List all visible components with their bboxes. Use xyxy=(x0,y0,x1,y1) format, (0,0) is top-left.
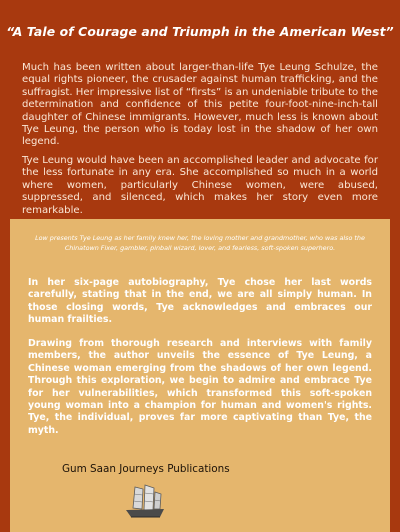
summary-panel xyxy=(10,219,390,532)
headline: “A Tale of Courage and Triumph in the American West” xyxy=(6,24,394,39)
junk-ship-icon xyxy=(123,483,167,521)
intro-paragraph-2: Tye Leung would have been an accomplished leader and advocate for the less fortunate in any era. She accomplished so much in a world where women, particularly Chinese women, were abused, suppressed, and silenced, which makes her story even more remarkable. xyxy=(22,155,378,216)
panel-paragraph-2: Drawing from thorough research and interviews with family members, the author unveils the essence of Tye Leung, a Chinese woman emerging from the shadows of her own legend. Through this exploration, we begin to admire and embrace Tye for her vulnerabilities, which transformed this soft-spoken young woman into a champion for human and women's rights. Tye, the individual, proves far more captivating than Tye, the myth. xyxy=(28,338,372,436)
left-border xyxy=(0,216,10,532)
top-section xyxy=(0,0,400,216)
panel-caption: Low presents Tye Leung as her family knew her, the loving mother and grandmother, who was also the Chinatown Fixer, gambler, pinball wizard, lover, and fearless, soft-spoken superhero. xyxy=(35,234,365,252)
right-border xyxy=(390,216,400,532)
intro-paragraph-1: Much has been written about larger-than-life Tye Leung Schulze, the equal rights pioneer, the crusader against human trafficking, and the suffragist. Her impressive list of “firsts” is an undeniable tribute to the determination and confidence of this petite four-foot-nine-inch-tall daughter of Chinese immigrants. However, much less is known about Tye Leung, the person who is today lost in the shadow of her own legend. xyxy=(22,62,378,148)
panel-paragraph-1: In her six-page autobiography, Tye chose her last words carefully, stating that in the end, we are all simply human. In those closing words, Tye acknowledges and embraces our human frailties. xyxy=(28,277,372,326)
publisher-name: Gum Saan Journeys Publications xyxy=(62,463,230,475)
